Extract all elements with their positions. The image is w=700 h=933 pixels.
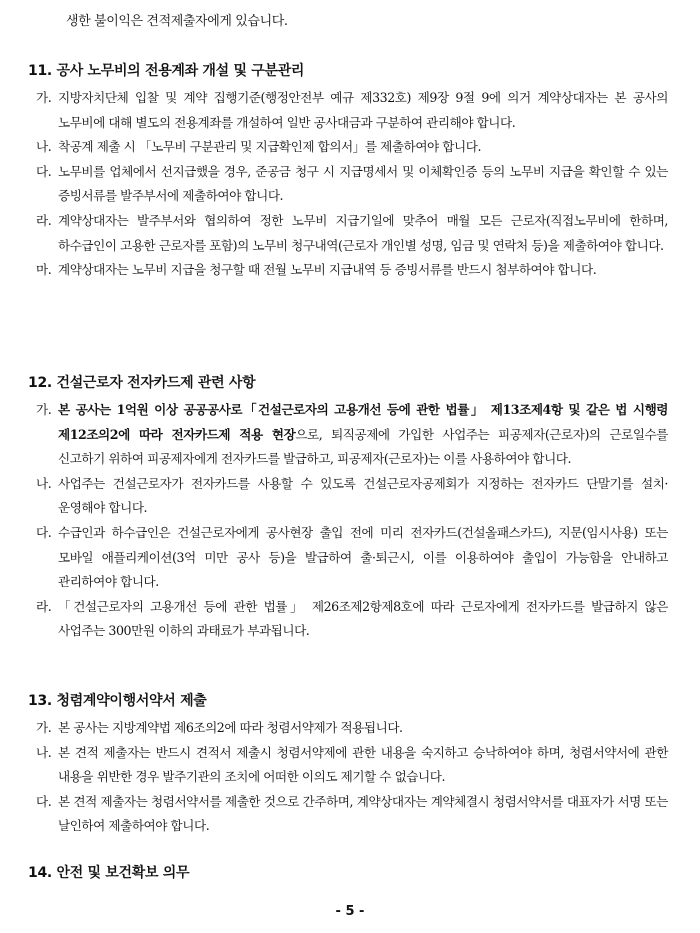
- item-text: 계약상대자는 노무비 지급을 청구할 때 전월 노무비 지급내역 등 증빙서류를 반드시 첨부하여야 합니다.: [58, 262, 597, 278]
- item-marker: 라.: [36, 212, 52, 228]
- list-item: [28, 741, 668, 790]
- item-marker: 가.: [36, 720, 52, 735]
- item-text: 사업주는 건설근로자가 전자카드를 사용할 수 있도록 건설근로자공제회가 지정하는 전자카드 단말기를 설치·운영해야 합니다.: [58, 475, 668, 516]
- list-item: [28, 716, 668, 741]
- list-item: [28, 86, 668, 135]
- section-title: 12. 건설근로자 전자카드제 관련 사항: [28, 375, 256, 391]
- item-marker: 다.: [36, 524, 52, 540]
- item-marker: 라.: [36, 598, 52, 614]
- item-marker: 가.: [36, 90, 52, 105]
- page-number: - 5 -: [335, 904, 365, 919]
- list-item: [28, 595, 668, 644]
- item-text: 본 견적 제출자는 청렴서약서를 제출한 것으로 간주하며, 계약상대자는 계약체결시 청렴서약서를 대표자가 서명 또는 날인하여 제출하여야 합니다.: [58, 793, 668, 834]
- item-text: 본 견적 제출자는 반드시 견적서 제출시 청렴서약제에 관한 내용을 숙지하고 승낙하여야 하며, 청렴서약서에 관한 내용을 위반한 경우 발주기관의 조치에 어떠한 이의도 제기할 수 없습니다.: [58, 744, 668, 785]
- item-text: 계약상대자는 발주부서와 협의하여 정한 노무비 지급기일에 맞추어 매월 모든 근로자(직접노무비에 한하며, 하수급인이 고용한 근로자를 포함)의 노무비 청구내역(근로자 개인별 성명, 임금 및 연락처 등)을 제출하여야 합니다.: [58, 212, 668, 253]
- list-item: [28, 521, 668, 595]
- list-item: [28, 790, 668, 839]
- list-item: [28, 160, 668, 209]
- list-item: [28, 209, 668, 258]
- item-text: 수급인과 하수급인은 건설근로자에게 공사현장 출입 전에 미리 전자카드(건설올패스카드), 지문(임시사용) 또는 모바일 애플리케이션(3억 미만 공사 등)을 발급하여 출·퇴근시, 이를 이용하여야 출입이 가능함을 안내하고 관리하여야 합니다.: [58, 524, 668, 590]
- intro-line: 생한 불이익은 견적제출자에게 있습니다.: [66, 14, 288, 29]
- section-title: 13. 청렴계약이행서약서 제출: [28, 693, 207, 709]
- section-title: 14. 안전 및 보건확보 의무: [28, 865, 190, 881]
- item-text: 지방자치단체 입찰 및 계약 집행기준(행정안전부 예규 제332호) 제9장 9절 9에 의거 계약상대자는 본 공사의 노무비에 대해 별도의 전용계좌를 개설하여 일반 공사대금과 구분하여 관리해야 합니다.: [58, 90, 668, 130]
- list-item: [28, 472, 668, 521]
- list-item: [28, 135, 668, 160]
- section-title: 11. 공사 노무비의 전용계좌 개설 및 구분관리: [28, 63, 305, 79]
- item-marker: 다.: [36, 793, 52, 809]
- item-text: 으로, 퇴직공제에 가입한 사업주는 피공제자(근로자)의 근로일수를 신고하기 위하여 피공제자에게 전자카드를 발급하고, 피공제자(근로자)는 이를 사용하여야 합니다.: [58, 426, 668, 467]
- item-marker: 나.: [36, 139, 52, 155]
- item-marker: 가.: [36, 402, 52, 417]
- list-item: [28, 398, 668, 472]
- item-bold-text: 본 공사는 1억원 이상 공공공사로「건설근로자의 고용개선 등에 관한 법률」 제13조제4항 및 같은 법 시행령 제12조의2에 따라 전자카드제 적용 현장: [58, 402, 668, 442]
- section-11: [28, 60, 668, 283]
- item-text: 본 공사는 지방계약법 제6조의2에 따라 청렴서약제가 적용됩니다.: [58, 720, 403, 735]
- item-marker: 마.: [36, 262, 52, 278]
- section-13: [28, 690, 668, 839]
- item-text: 노무비를 업체에서 선지급했을 경우, 준공금 청구 시 지급명세서 및 이체확인증 등의 노무비 지급을 확인할 수 있는 증빙서류를 발주부서에 제출하여야 합니다.: [58, 163, 668, 204]
- list-item: [28, 258, 668, 283]
- section-12: [28, 372, 668, 644]
- item-marker: 나.: [36, 744, 52, 760]
- item-text: 「건설근로자의 고용개선 등에 관한 법률」 제26조제2항제8호에 따라 근로자에게 전자카드를 발급하지 않은 사업주는 300만원 이하의 과태료가 부과됩니다.: [58, 598, 668, 639]
- item-text: 착공계 제출 시 「노무비 구분관리 및 지급확인제 합의서」를 제출하여야 합니다.: [58, 139, 482, 155]
- item-marker: 나.: [36, 475, 52, 491]
- item-marker: 다.: [36, 163, 52, 179]
- section-14: [28, 862, 668, 888]
